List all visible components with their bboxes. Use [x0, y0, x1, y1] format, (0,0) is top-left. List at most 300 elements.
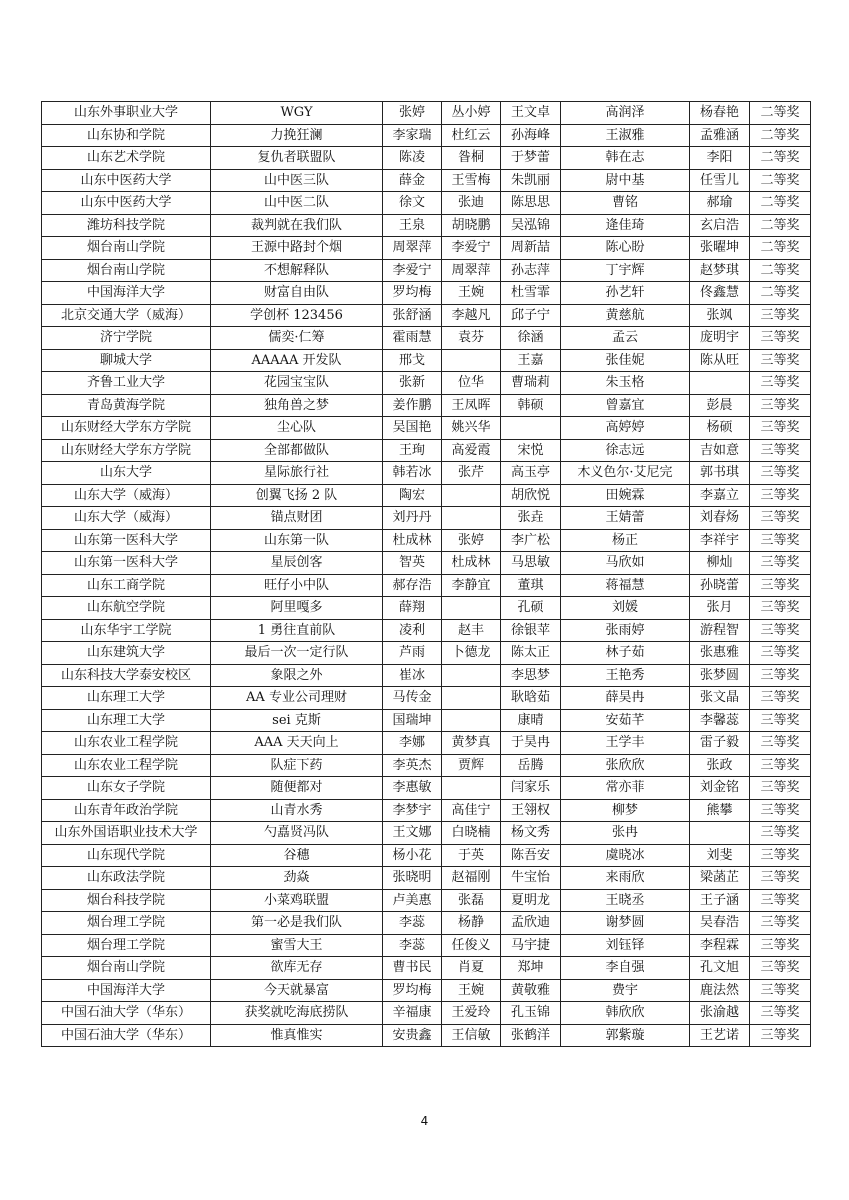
- table-row: [42, 934, 811, 957]
- table-row: [42, 754, 811, 777]
- university-cell: 山东大学（威海）: [42, 507, 211, 530]
- teacher-2-cell: [442, 484, 501, 507]
- team-name-cell: AAAAA 开发队: [211, 349, 383, 372]
- member-2-cell: 谢梦圆: [561, 912, 690, 935]
- university-cell: 山东外事职业大学: [42, 102, 211, 125]
- member-1-cell: [501, 417, 561, 440]
- member-2-cell: 曾嘉宜: [561, 394, 690, 417]
- teacher-2-cell: 胡晓鹏: [442, 214, 501, 237]
- table-row: [42, 687, 811, 710]
- team-name-cell: 全部都做队: [211, 439, 383, 462]
- member-2-cell: 费宇: [561, 979, 690, 1002]
- teacher-2-cell: 高佳宁: [442, 799, 501, 822]
- table-row: [42, 349, 811, 372]
- team-name-cell: 第一必是我们队: [211, 912, 383, 935]
- member-1-cell: 陈思思: [501, 192, 561, 215]
- member-3-cell: 佟鑫慧: [690, 282, 750, 305]
- award-level-cell: 三等奖: [750, 619, 811, 642]
- table-row: [42, 237, 811, 260]
- member-1-cell: 马思敏: [501, 552, 561, 575]
- table-row: [42, 732, 811, 755]
- member-2-cell: 逄佳琦: [561, 214, 690, 237]
- teacher-2-cell: 王爱玲: [442, 1002, 501, 1025]
- member-1-cell: 李广松: [501, 529, 561, 552]
- team-name-cell: 星辰创客: [211, 552, 383, 575]
- member-2-cell: 马欣如: [561, 552, 690, 575]
- member-3-cell: 张政: [690, 754, 750, 777]
- member-3-cell: 吉如意: [690, 439, 750, 462]
- table-row: [42, 619, 811, 642]
- award-level-cell: 三等奖: [750, 1024, 811, 1047]
- member-3-cell: 李馨蕊: [690, 709, 750, 732]
- teacher-1-cell: 曹书民: [383, 957, 442, 980]
- team-name-cell: 花园宝宝队: [211, 372, 383, 395]
- member-1-cell: 牛宝怡: [501, 867, 561, 890]
- member-1-cell: 王翎权: [501, 799, 561, 822]
- member-2-cell: 朱玉格: [561, 372, 690, 395]
- table-row: [42, 1024, 811, 1047]
- team-name-cell: 复仇者联盟队: [211, 147, 383, 170]
- teacher-1-cell: 邢戈: [383, 349, 442, 372]
- university-cell: 山东财经大学东方学院: [42, 417, 211, 440]
- team-name-cell: 今天就暴富: [211, 979, 383, 1002]
- award-level-cell: 三等奖: [750, 529, 811, 552]
- teacher-2-cell: 白晓楠: [442, 822, 501, 845]
- award-level-cell: 三等奖: [750, 957, 811, 980]
- teacher-1-cell: 薛翔: [383, 597, 442, 620]
- member-2-cell: 薛昊冉: [561, 687, 690, 710]
- team-name-cell: 山东第一队: [211, 529, 383, 552]
- table-row: [42, 192, 811, 215]
- member-2-cell: 王艳秀: [561, 664, 690, 687]
- university-cell: 烟台南山学院: [42, 957, 211, 980]
- university-cell: 中国石油大学（华东）: [42, 1002, 211, 1025]
- university-cell: 中国海洋大学: [42, 282, 211, 305]
- member-1-cell: 孙志萍: [501, 259, 561, 282]
- table-row: [42, 529, 811, 552]
- member-2-cell: 孟云: [561, 327, 690, 350]
- teacher-2-cell: 赵福刚: [442, 867, 501, 890]
- university-cell: 山东外国语职业技术大学: [42, 822, 211, 845]
- table-row: [42, 372, 811, 395]
- teacher-1-cell: 李梦宇: [383, 799, 442, 822]
- member-3-cell: 李嘉立: [690, 484, 750, 507]
- university-cell: 山东财经大学东方学院: [42, 439, 211, 462]
- award-level-cell: 三等奖: [750, 507, 811, 530]
- teacher-1-cell: 王文娜: [383, 822, 442, 845]
- award-level-cell: 二等奖: [750, 214, 811, 237]
- award-level-cell: 三等奖: [750, 327, 811, 350]
- team-name-cell: 旺仔小中队: [211, 574, 383, 597]
- teacher-2-cell: [442, 664, 501, 687]
- member-3-cell: 王艺诺: [690, 1024, 750, 1047]
- team-name-cell: 独角兽之梦: [211, 394, 383, 417]
- teacher-2-cell: 李爱宁: [442, 237, 501, 260]
- teacher-1-cell: 陈凌: [383, 147, 442, 170]
- teacher-2-cell: 于英: [442, 844, 501, 867]
- member-3-cell: 张渝越: [690, 1002, 750, 1025]
- member-1-cell: 胡欣悦: [501, 484, 561, 507]
- teacher-2-cell: 杜红云: [442, 124, 501, 147]
- teacher-1-cell: 凌利: [383, 619, 442, 642]
- teacher-1-cell: 罗均梅: [383, 979, 442, 1002]
- member-2-cell: 杨正: [561, 529, 690, 552]
- university-cell: 山东大学: [42, 462, 211, 485]
- member-2-cell: 张冉: [561, 822, 690, 845]
- teacher-2-cell: 王信敏: [442, 1024, 501, 1047]
- member-3-cell: 赵梦琪: [690, 259, 750, 282]
- university-cell: 山东第一医科大学: [42, 552, 211, 575]
- member-2-cell: 孙艺轩: [561, 282, 690, 305]
- member-1-cell: 岳腾: [501, 754, 561, 777]
- member-1-cell: 杜雪霏: [501, 282, 561, 305]
- member-1-cell: 于梦蕾: [501, 147, 561, 170]
- member-3-cell: 熊攀: [690, 799, 750, 822]
- team-name-cell: 阿里嘎多: [211, 597, 383, 620]
- member-1-cell: 孔玉锦: [501, 1002, 561, 1025]
- award-level-cell: 三等奖: [750, 979, 811, 1002]
- teacher-2-cell: 位华: [442, 372, 501, 395]
- table-row: [42, 484, 811, 507]
- university-cell: 山东现代学院: [42, 844, 211, 867]
- award-level-cell: 三等奖: [750, 844, 811, 867]
- awards-table-body: [42, 102, 811, 1047]
- team-name-cell: 山中医二队: [211, 192, 383, 215]
- table-row: [42, 439, 811, 462]
- member-1-cell: 郑坤: [501, 957, 561, 980]
- member-3-cell: 庞明宇: [690, 327, 750, 350]
- member-1-cell: 朱凯丽: [501, 169, 561, 192]
- teacher-2-cell: 张磊: [442, 889, 501, 912]
- member-2-cell: 田婉霖: [561, 484, 690, 507]
- table-row: [42, 1002, 811, 1025]
- member-3-cell: 刘春炀: [690, 507, 750, 530]
- teacher-2-cell: 黄梦真: [442, 732, 501, 755]
- teacher-2-cell: 杨静: [442, 912, 501, 935]
- member-1-cell: 夏明龙: [501, 889, 561, 912]
- teacher-1-cell: 韩若冰: [383, 462, 442, 485]
- teacher-2-cell: [442, 777, 501, 800]
- table-row: [42, 889, 811, 912]
- teacher-1-cell: 李惠敏: [383, 777, 442, 800]
- member-3-cell: 张文晶: [690, 687, 750, 710]
- teacher-2-cell: 卜德龙: [442, 642, 501, 665]
- member-1-cell: 孟欣迪: [501, 912, 561, 935]
- teacher-2-cell: 姚兴华: [442, 417, 501, 440]
- member-2-cell: 高婷婷: [561, 417, 690, 440]
- table-row: [42, 507, 811, 530]
- award-level-cell: 三等奖: [750, 1002, 811, 1025]
- team-name-cell: 财富自由队: [211, 282, 383, 305]
- teacher-1-cell: 薛金: [383, 169, 442, 192]
- teacher-1-cell: 安贵鑫: [383, 1024, 442, 1047]
- award-level-cell: 三等奖: [750, 394, 811, 417]
- award-level-cell: 三等奖: [750, 889, 811, 912]
- team-name-cell: 象限之外: [211, 664, 383, 687]
- university-cell: 中国海洋大学: [42, 979, 211, 1002]
- team-name-cell: 蜜雪大王: [211, 934, 383, 957]
- award-level-cell: 三等奖: [750, 687, 811, 710]
- team-name-cell: 裁判就在我们队: [211, 214, 383, 237]
- award-level-cell: 二等奖: [750, 102, 811, 125]
- university-cell: 山东艺术学院: [42, 147, 211, 170]
- member-1-cell: 陈吾安: [501, 844, 561, 867]
- member-3-cell: 王子涵: [690, 889, 750, 912]
- table-row: [42, 259, 811, 282]
- member-2-cell: 刘媛: [561, 597, 690, 620]
- member-3-cell: 吴春浩: [690, 912, 750, 935]
- teacher-1-cell: 李蕊: [383, 912, 442, 935]
- table-row: [42, 327, 811, 350]
- team-name-cell: 最后一次一定行队: [211, 642, 383, 665]
- member-3-cell: 孟雅涵: [690, 124, 750, 147]
- member-3-cell: 玄启浩: [690, 214, 750, 237]
- member-2-cell: 黄慈航: [561, 304, 690, 327]
- teacher-1-cell: 卢美惠: [383, 889, 442, 912]
- member-2-cell: 蒋福慧: [561, 574, 690, 597]
- teacher-2-cell: 高爱霞: [442, 439, 501, 462]
- teacher-1-cell: 周翠萍: [383, 237, 442, 260]
- university-cell: 山东女子学院: [42, 777, 211, 800]
- table-row: [42, 777, 811, 800]
- member-2-cell: 徐志远: [561, 439, 690, 462]
- member-1-cell: 王嘉: [501, 349, 561, 372]
- member-1-cell: 康晴: [501, 709, 561, 732]
- teacher-1-cell: 马传金: [383, 687, 442, 710]
- table-row: [42, 394, 811, 417]
- university-cell: 山东理工大学: [42, 709, 211, 732]
- member-2-cell: 木义色尔·艾尼完: [561, 462, 690, 485]
- member-1-cell: 徐涵: [501, 327, 561, 350]
- member-2-cell: 王学丰: [561, 732, 690, 755]
- member-1-cell: 马宇捷: [501, 934, 561, 957]
- member-1-cell: 曹瑞莉: [501, 372, 561, 395]
- teacher-1-cell: 张晓明: [383, 867, 442, 890]
- member-3-cell: [690, 372, 750, 395]
- teacher-1-cell: 李英杰: [383, 754, 442, 777]
- award-level-cell: 二等奖: [750, 259, 811, 282]
- member-2-cell: 韩在志: [561, 147, 690, 170]
- teacher-1-cell: 陶宏: [383, 484, 442, 507]
- team-name-cell: 王源中路封个烟: [211, 237, 383, 260]
- teacher-2-cell: 王雪梅: [442, 169, 501, 192]
- member-3-cell: 刘金铭: [690, 777, 750, 800]
- team-name-cell: AA 专业公司理财: [211, 687, 383, 710]
- award-level-cell: 二等奖: [750, 192, 811, 215]
- teacher-2-cell: 周翠萍: [442, 259, 501, 282]
- university-cell: 山东航空学院: [42, 597, 211, 620]
- table-row: [42, 867, 811, 890]
- member-3-cell: [690, 822, 750, 845]
- member-3-cell: 杨春艳: [690, 102, 750, 125]
- award-level-cell: 三等奖: [750, 867, 811, 890]
- university-cell: 烟台科技学院: [42, 889, 211, 912]
- teacher-2-cell: 贾辉: [442, 754, 501, 777]
- table-row: [42, 462, 811, 485]
- teacher-2-cell: 李静宜: [442, 574, 501, 597]
- member-1-cell: 韩硕: [501, 394, 561, 417]
- table-row: [42, 214, 811, 237]
- award-level-cell: 三等奖: [750, 417, 811, 440]
- teacher-1-cell: 李蕊: [383, 934, 442, 957]
- team-name-cell: 星际旅行社: [211, 462, 383, 485]
- table-row: [42, 979, 811, 1002]
- university-cell: 山东工商学院: [42, 574, 211, 597]
- member-3-cell: 柳灿: [690, 552, 750, 575]
- teacher-1-cell: 智英: [383, 552, 442, 575]
- teacher-1-cell: 吴国艳: [383, 417, 442, 440]
- team-name-cell: WGY: [211, 102, 383, 125]
- member-1-cell: 陈太正: [501, 642, 561, 665]
- member-3-cell: 彭晨: [690, 394, 750, 417]
- teacher-2-cell: 肖夏: [442, 957, 501, 980]
- teacher-1-cell: 辛福康: [383, 1002, 442, 1025]
- awards-table: [41, 101, 811, 1047]
- member-2-cell: 安茹芊: [561, 709, 690, 732]
- university-cell: 山东建筑大学: [42, 642, 211, 665]
- teacher-2-cell: 任俊义: [442, 934, 501, 957]
- member-3-cell: 张曜坤: [690, 237, 750, 260]
- table-row: [42, 597, 811, 620]
- member-3-cell: 任雪儿: [690, 169, 750, 192]
- member-3-cell: 张梦圆: [690, 664, 750, 687]
- team-name-cell: 不想解释队: [211, 259, 383, 282]
- table-row: [42, 124, 811, 147]
- teacher-1-cell: 徐文: [383, 192, 442, 215]
- teacher-1-cell: 王泉: [383, 214, 442, 237]
- teacher-2-cell: 赵丰: [442, 619, 501, 642]
- member-2-cell: 曹铭: [561, 192, 690, 215]
- university-cell: 山东大学（威海）: [42, 484, 211, 507]
- teacher-2-cell: [442, 597, 501, 620]
- teacher-1-cell: 国瑞坤: [383, 709, 442, 732]
- teacher-1-cell: 张舒涵: [383, 304, 442, 327]
- member-1-cell: 杨文秀: [501, 822, 561, 845]
- award-level-cell: 二等奖: [750, 147, 811, 170]
- member-2-cell: 来雨欣: [561, 867, 690, 890]
- team-name-cell: AAA 天天向上: [211, 732, 383, 755]
- table-row: [42, 957, 811, 980]
- university-cell: 山东华宇工学院: [42, 619, 211, 642]
- table-row: [42, 642, 811, 665]
- member-2-cell: 韩欣欣: [561, 1002, 690, 1025]
- award-level-cell: 三等奖: [750, 462, 811, 485]
- teacher-2-cell: 王凤晖: [442, 394, 501, 417]
- award-level-cell: 三等奖: [750, 934, 811, 957]
- teacher-2-cell: [442, 349, 501, 372]
- award-level-cell: 三等奖: [750, 484, 811, 507]
- member-3-cell: 陈从旺: [690, 349, 750, 372]
- member-3-cell: 张月: [690, 597, 750, 620]
- university-cell: 山东协和学院: [42, 124, 211, 147]
- teacher-1-cell: 张婷: [383, 102, 442, 125]
- university-cell: 山东青年政治学院: [42, 799, 211, 822]
- member-3-cell: 梁菡芷: [690, 867, 750, 890]
- university-cell: 山东政法学院: [42, 867, 211, 890]
- award-level-cell: 三等奖: [750, 552, 811, 575]
- award-level-cell: 三等奖: [750, 372, 811, 395]
- team-name-cell: 创翼飞扬 2 队: [211, 484, 383, 507]
- teacher-1-cell: 罗均梅: [383, 282, 442, 305]
- member-1-cell: 周新喆: [501, 237, 561, 260]
- team-name-cell: 随便都对: [211, 777, 383, 800]
- member-3-cell: 孙晓蕾: [690, 574, 750, 597]
- award-level-cell: 三等奖: [750, 799, 811, 822]
- member-3-cell: 李程霖: [690, 934, 750, 957]
- team-name-cell: 欲库无存: [211, 957, 383, 980]
- award-level-cell: 二等奖: [750, 282, 811, 305]
- university-cell: 潍坊科技学院: [42, 214, 211, 237]
- member-1-cell: 高玉亭: [501, 462, 561, 485]
- member-2-cell: 林子茹: [561, 642, 690, 665]
- member-2-cell: 王婧蕾: [561, 507, 690, 530]
- table-row: [42, 282, 811, 305]
- team-name-cell: 山青水秀: [211, 799, 383, 822]
- team-name-cell: 学创杯 123456: [211, 304, 383, 327]
- team-name-cell: 尘心队: [211, 417, 383, 440]
- member-3-cell: 雷子毅: [690, 732, 750, 755]
- member-2-cell: 郭紫璇: [561, 1024, 690, 1047]
- team-name-cell: 儒奕·仁筹: [211, 327, 383, 350]
- teacher-1-cell: 姜作鹏: [383, 394, 442, 417]
- teacher-2-cell: [442, 709, 501, 732]
- team-name-cell: 1 勇往直前队: [211, 619, 383, 642]
- university-cell: 中国石油大学（华东）: [42, 1024, 211, 1047]
- member-2-cell: 常亦菲: [561, 777, 690, 800]
- team-name-cell: 惟真惟实: [211, 1024, 383, 1047]
- member-1-cell: 于昊冉: [501, 732, 561, 755]
- team-name-cell: 力挽狂澜: [211, 124, 383, 147]
- teacher-1-cell: 李娜: [383, 732, 442, 755]
- member-3-cell: 游程智: [690, 619, 750, 642]
- table-row: [42, 664, 811, 687]
- teacher-1-cell: 杜成林: [383, 529, 442, 552]
- member-2-cell: 柳梦: [561, 799, 690, 822]
- teacher-2-cell: 杜成林: [442, 552, 501, 575]
- member-1-cell: 吴泓锦: [501, 214, 561, 237]
- university-cell: 济宁学院: [42, 327, 211, 350]
- member-3-cell: 孔文旭: [690, 957, 750, 980]
- member-1-cell: 孔硕: [501, 597, 561, 620]
- member-1-cell: 孙海峰: [501, 124, 561, 147]
- member-2-cell: 张佳妮: [561, 349, 690, 372]
- member-1-cell: 李思梦: [501, 664, 561, 687]
- table-row: [42, 709, 811, 732]
- teacher-2-cell: 张婷: [442, 529, 501, 552]
- teacher-1-cell: 杨小花: [383, 844, 442, 867]
- university-cell: 烟台南山学院: [42, 237, 211, 260]
- team-name-cell: 小菜鸡联盟: [211, 889, 383, 912]
- award-level-cell: 三等奖: [750, 597, 811, 620]
- table-row: [42, 304, 811, 327]
- member-3-cell: 张飒: [690, 304, 750, 327]
- award-level-cell: 三等奖: [750, 349, 811, 372]
- member-3-cell: 刘斐: [690, 844, 750, 867]
- university-cell: 烟台南山学院: [42, 259, 211, 282]
- table-row: [42, 147, 811, 170]
- member-2-cell: 王晓丞: [561, 889, 690, 912]
- teacher-1-cell: 霍雨慧: [383, 327, 442, 350]
- member-1-cell: 徐银苹: [501, 619, 561, 642]
- university-cell: 聊城大学: [42, 349, 211, 372]
- university-cell: 烟台理工学院: [42, 912, 211, 935]
- award-level-cell: 三等奖: [750, 732, 811, 755]
- award-level-cell: 三等奖: [750, 822, 811, 845]
- university-cell: 山东科技大学泰安校区: [42, 664, 211, 687]
- teacher-2-cell: 丛小婷: [442, 102, 501, 125]
- table-row: [42, 552, 811, 575]
- member-1-cell: 张鹤洋: [501, 1024, 561, 1047]
